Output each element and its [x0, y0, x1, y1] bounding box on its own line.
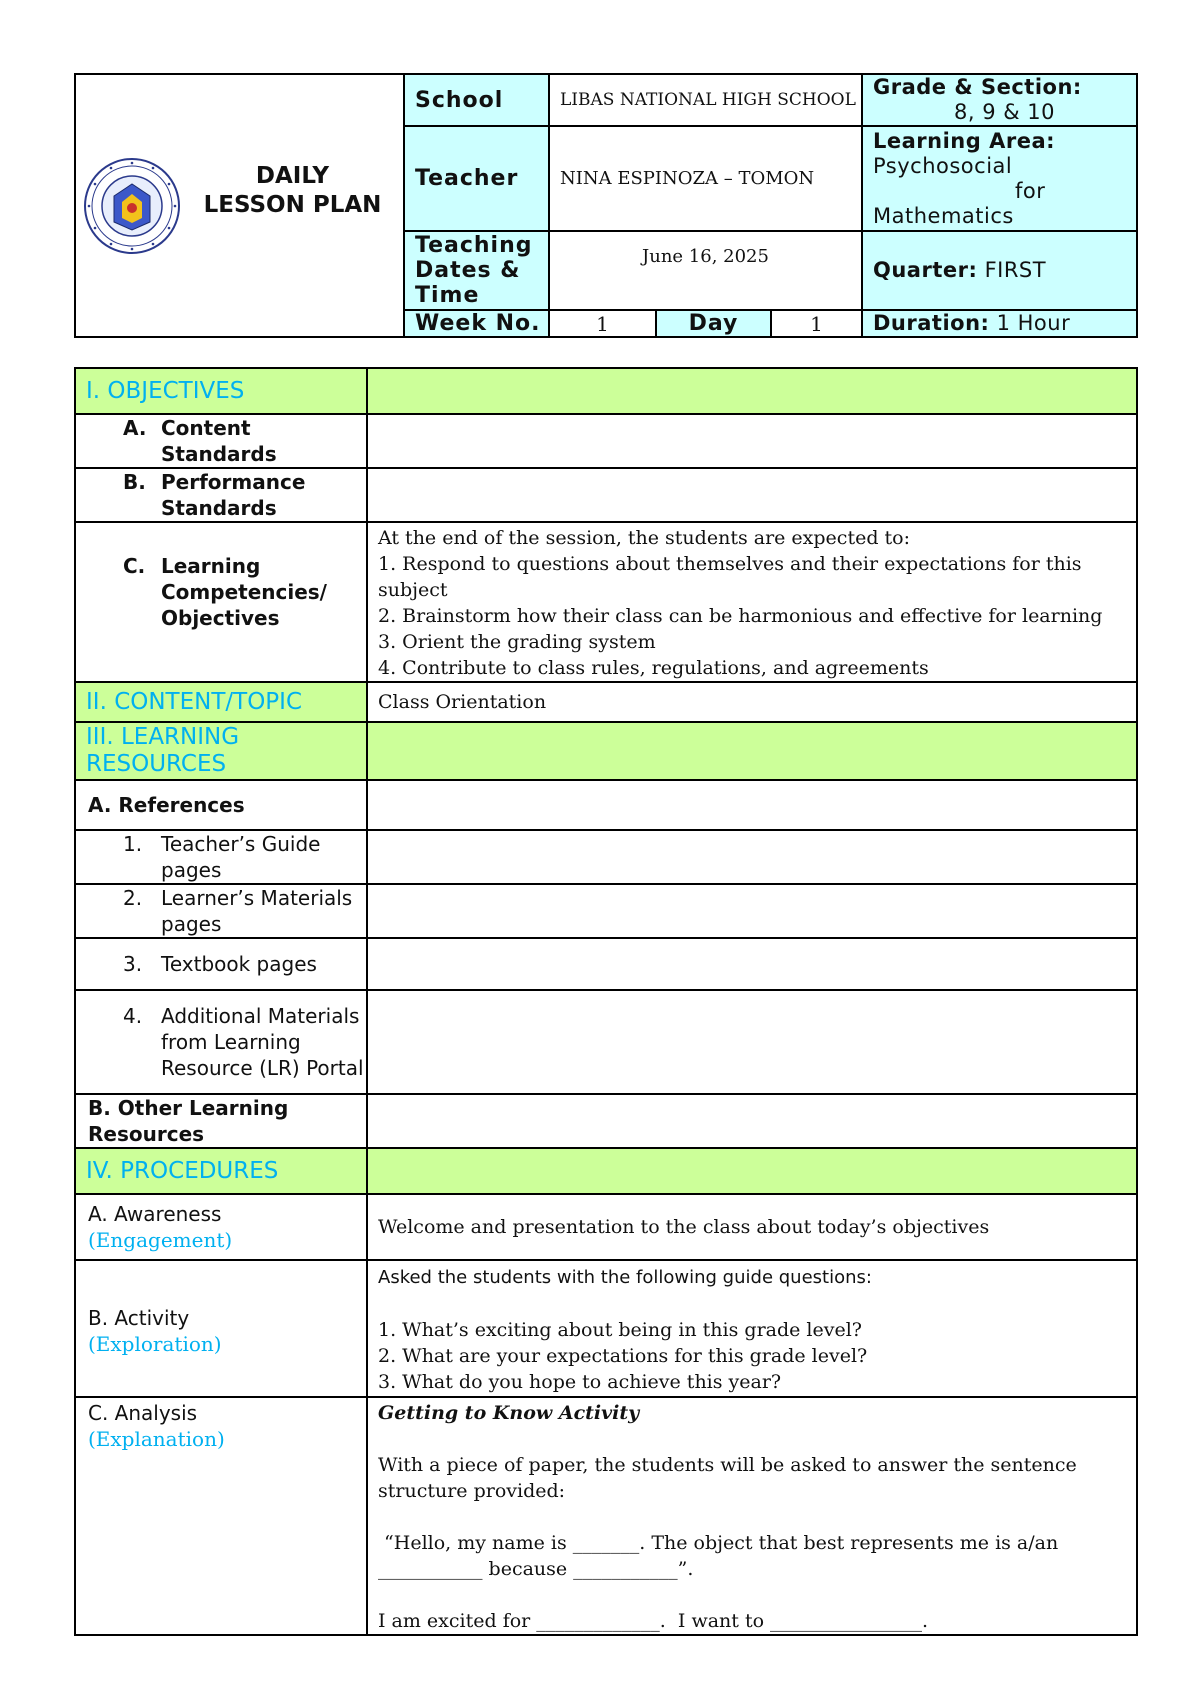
content-standards-value: [367, 414, 1137, 468]
competencies-num: C.: [123, 554, 146, 578]
activity-question: 2. What are your expectations for this grade level?: [378, 1345, 868, 1367]
resource-num: 4.: [123, 1004, 143, 1028]
grade-value: 8, 9 & 10: [953, 100, 1056, 124]
quarter-value: FIRST: [984, 258, 1047, 282]
competency-line: 4. Contribute to class rules, regulations, and agreements: [378, 657, 929, 679]
resource-text: Textbook pages: [161, 952, 317, 976]
competency-line: 1. Respond to questions about themselves and their expectations for this subject: [378, 553, 1082, 601]
day-label: Day: [656, 310, 771, 337]
activity-value: [367, 1260, 1137, 1397]
content-topic-value: Class Orientation: [367, 682, 1137, 722]
other-resources-label: B. Other Learning Resources: [75, 1094, 367, 1148]
content-standards-num: A.: [123, 416, 147, 440]
resource-text: Additional Materials from Learning Resource (LR) Portal: [161, 1004, 364, 1080]
competencies-text: Learning Competencies/ Objectives: [161, 554, 327, 630]
analysis-subtitle: (Explanation): [88, 1427, 225, 1451]
awareness-subtitle: (Engagement): [88, 1228, 233, 1252]
performance-standards-label: [75, 468, 367, 522]
references-value: [367, 780, 1137, 830]
content-standards-text: Content Standards: [161, 416, 277, 466]
grade-section-cell: [862, 74, 1137, 126]
teaching-dates-label-3: Time: [415, 283, 480, 308]
content-standards-label: [75, 414, 367, 468]
learning-resources-title-right: [367, 722, 1137, 780]
school-label: School: [404, 74, 549, 126]
activity-subtitle: (Exploration): [88, 1331, 222, 1356]
deped-seal-icon: [82, 156, 182, 256]
analysis-paragraph-2b: ___________ because ___________”.: [378, 1558, 694, 1580]
resource-text: Teacher’s Guide pages: [161, 832, 321, 882]
content-topic-title: II. CONTENT/TOPIC: [75, 682, 367, 722]
textbook-pages-label: [75, 938, 367, 990]
learning-resources-title: III. LEARNING RESOURCES: [75, 722, 367, 780]
learning-area-label: Learning Area:: [873, 129, 1056, 153]
analysis-paragraph-2a: “Hello, my name is _______. The object that best represents me is a/an: [378, 1532, 1059, 1554]
resource-num: 3.: [123, 952, 143, 976]
analysis-activity-title: Getting to Know Activity: [378, 1402, 640, 1424]
analysis-title: C. Analysis: [88, 1401, 198, 1425]
school-value: LIBAS NATIONAL HIGH SCHOOL: [549, 74, 862, 126]
duration-value: 1 Hour: [996, 311, 1071, 335]
analysis-paragraph-1: With a piece of paper, the students will be asked to answer the sentence structure provided:: [378, 1454, 1077, 1502]
quarter-label: Quarter:: [873, 258, 978, 282]
teachers-guide-label: [75, 830, 367, 884]
competency-line: 2. Brainstorm how their class can be harmonious and effective for learning: [378, 605, 1103, 627]
performance-standards-value: [367, 468, 1137, 522]
performance-standards-text: Performance Standards: [161, 470, 306, 520]
week-value: 1: [549, 310, 656, 337]
activity-intro: Asked the students with the following guide questions:: [378, 1267, 872, 1288]
teacher-label: Teacher: [404, 126, 549, 231]
procedures-title-right: [367, 1148, 1137, 1194]
competency-line: 3. Orient the grading system: [378, 631, 656, 653]
learning-area-cell: [862, 126, 1137, 231]
performance-standards-num: B.: [123, 470, 146, 494]
week-label: Week No.: [404, 310, 549, 337]
objectives-title: I. OBJECTIVES: [75, 368, 367, 414]
additional-materials-value: [367, 990, 1137, 1094]
teaching-dates-label-1: Teaching: [415, 233, 533, 258]
grade-label: Grade & Section:: [873, 75, 1082, 99]
procedures-title: IV. PROCEDURES: [75, 1148, 367, 1194]
page-title-line1: DAILY: [255, 162, 330, 189]
day-value: 1: [771, 310, 862, 337]
activity-question: 1. What’s exciting about being in this grade level?: [378, 1319, 862, 1341]
teachers-guide-value: [367, 830, 1137, 884]
activity-label: [75, 1260, 367, 1397]
other-resources-value: [367, 1094, 1137, 1148]
analysis-label: [75, 1397, 367, 1635]
learners-materials-value: [367, 884, 1137, 938]
header-title-cell: [75, 74, 404, 337]
awareness-label: [75, 1194, 367, 1260]
activity-question: 3. What do you hope to achieve this year?: [378, 1371, 782, 1393]
awareness-value: Welcome and presentation to the class about today’s objectives: [367, 1194, 1137, 1260]
awareness-title: A. Awareness: [88, 1202, 222, 1226]
objectives-title-right: [367, 368, 1137, 414]
analysis-paragraph-3: I am excited for _____________. I want to ________________.: [378, 1610, 929, 1632]
references-label: A. References: [75, 780, 367, 830]
competencies-label: [75, 522, 367, 682]
learning-area-value-1: Psychosocial: [873, 154, 1013, 178]
duration-cell: [862, 310, 1137, 337]
learners-materials-label: [75, 884, 367, 938]
resource-num: 1.: [123, 832, 143, 856]
additional-materials-label: [75, 990, 367, 1094]
textbook-pages-value: [367, 938, 1137, 990]
activity-title: B. Activity: [88, 1305, 190, 1330]
analysis-value: [367, 1397, 1137, 1635]
competency-line: At the end of the session, the students are expected to:: [378, 527, 910, 549]
resource-num: 2.: [123, 886, 143, 910]
lesson-plan-table: [74, 367, 1138, 1636]
teaching-dates-value: June 16, 2025: [549, 231, 862, 310]
teaching-dates-label: [404, 231, 549, 310]
page-title-line2: LESSON PLAN: [203, 191, 382, 218]
header-table: [74, 73, 1138, 338]
duration-label: Duration:: [873, 311, 990, 335]
teacher-value: NINA ESPINOZA – TOMON: [549, 126, 862, 231]
learning-area-value-3: Mathematics: [873, 204, 1014, 228]
resource-text: Learner’s Materials pages: [161, 886, 353, 936]
teaching-dates-label-2: Dates &: [415, 258, 521, 283]
competencies-value: [367, 522, 1137, 682]
learning-area-value-2: for: [1015, 179, 1046, 203]
quarter-cell: [862, 231, 1137, 310]
